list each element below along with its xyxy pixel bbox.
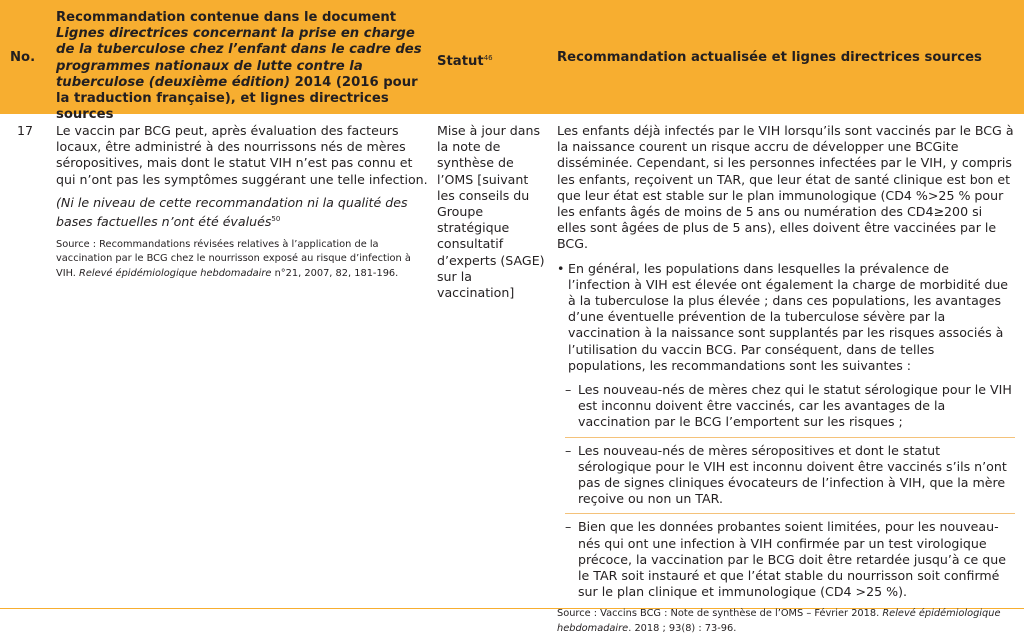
update-dash-1: [557, 382, 1015, 431]
update-dash-2: [557, 443, 1015, 508]
table-header: [0, 0, 1024, 123]
row-number: 17: [17, 123, 34, 138]
header-statut-footnote: 46: [483, 54, 493, 62]
bullet-marker: •: [557, 260, 565, 276]
dash-marker: –: [565, 382, 572, 398]
header-statut-label: Statut: [437, 54, 484, 69]
update-dash-3: [557, 519, 1015, 600]
row-update: [557, 123, 1015, 636]
rec-note-footnote: 50: [271, 215, 281, 224]
rec-note-text: (Ni le niveau de cette recommandation ni la qualité des bases factuelles n’ont été évalués: [56, 194, 408, 230]
row-statut: Mise à jour dans la note de synthèse de l’OMS [suivant les conseils du Groupe stratégique consultatif d’experts (SAGE) sur la vaccination]: [437, 123, 545, 301]
update-source-text: Source : Vaccins BCG : Note de synthèse de l’OMS – Février 2018.: [557, 608, 883, 620]
dash-marker: –: [565, 519, 572, 535]
header-rec-line1: Recommandation contenue dans le document: [56, 10, 397, 25]
header-update: Recommandation actualisée et lignes directrices sources: [557, 50, 982, 65]
update-dash-2-text: Les nouveau-nés de mères séropositives et dont le statut sérologique pour le VIH est inconnu doivent être vaccinés s’ils n’ont pas de signes cliniques évocateurs de l’infection à VIH, que la mère reçoive ou non un TAR.: [578, 442, 1007, 507]
rec-source-text: Source : Recommandations révisées relatives à l’application de la vaccination par le BCG chez le nourrisson exposé au risque d’infection à VIH.: [56, 239, 411, 279]
row-recommendation: [56, 123, 428, 281]
header-statut: [437, 50, 493, 70]
rec-source-journal: Relevé épidémiologique hebdomadaire: [79, 267, 272, 279]
divider: [565, 513, 1015, 514]
update-bullet-text: En général, les populations dans lesquelles la prévalence de l’infection à VIH est élevée ont également la charge de morbidité due à la tuberculose la plus élevée ; dans ces populations, les avantages d’une éventuelle prévention de la tuberculose sévère par la vaccination à la naissance sont supplantés par les risques associés à l’utilisation du vaccin BCG. Par conséquent, dans de telles populations, les recommandations sont les suivantes :: [568, 260, 1009, 373]
table-row: [0, 114, 1024, 634]
rec-source-end: n°21, 2007, 82, 181-196.: [271, 267, 399, 279]
dash-marker: –: [565, 442, 572, 458]
update-source-journal: Relevé épidémiologique hebdomadaire: [557, 608, 1001, 634]
update-dash-1-text: Les nouveau-nés de mères chez qui le statut sérologique pour le VIH est inconnu doivent être vaccinés, car les avantages de la vaccination par le BCG l’emportent sur les risques ;: [578, 382, 1012, 430]
update-dash-3-text: Bien que les données probantes soient limitées, pour les nouveau-nés qui ont une infection à VIH confirmée par un test virologique précoce, la vaccination par le BCG doit être retardée jusqu’à ce que le TAR soit instauré et que l’état stable du nourrisson soit confirmé sur le plan clinique et immunologique (CD4 >25 %).: [578, 519, 1007, 600]
update-bullet: [557, 261, 1015, 374]
header-rec-title: Lignes directrices concernant la prise en charge de la tuberculose chez l’enfant dans le cadre des programmes nationaux de lutte contre la tuberculose (deuxième édition): [56, 26, 422, 90]
divider: [565, 437, 1015, 438]
update-source-end: . 2018 ; 93(8) : 73-96.: [628, 622, 737, 634]
update-intro: Les enfants déjà infectés par le VIH lorsqu’ils sont vaccinés par le BCG à la naissance courent un risque accru de développer une BCGite disséminée. Cependant, si les personnes infectées par le VIH, y compris les enfants, reçoivent un TAR, que leur état de santé clinique est bon et que leur état est stable sur le plan immunologique (CD4 %>25 % pour les enfants âgés de moins de 5 ans ou numération des CD4≥200 si elles sont âgées de plus de 5 ans), elles doivent être vaccinées par le BCG.: [557, 123, 1014, 252]
rec-source: [56, 238, 428, 281]
rec-note: [56, 195, 428, 230]
header-no: No.: [10, 50, 36, 65]
rec-text: Le vaccin par BCG peut, après évaluation des facteurs locaux, être administré à des nourrissons nés de mères séropositives, mais dont le statut VIH n’est pas connu et qui n’ont pas les symptômes suggérant une telle infection.: [56, 123, 428, 187]
header-recommendation: [56, 10, 431, 123]
header-rec-rest: 2014 (2016 pour la traduction française), et lignes directrices sources: [56, 74, 418, 123]
